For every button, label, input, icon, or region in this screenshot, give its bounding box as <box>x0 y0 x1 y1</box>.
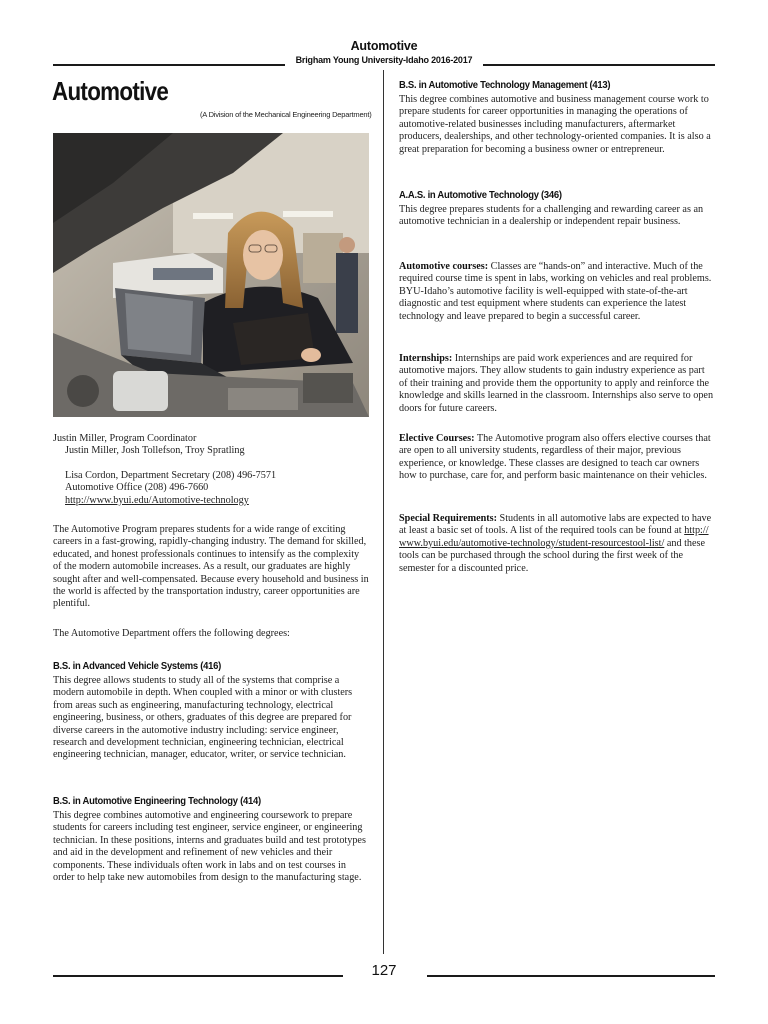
header-rule-left <box>53 64 285 66</box>
paragraph-tail: and these tools can be purchased through the school during the first week of the semester for a discounted price. <box>399 537 706 574</box>
section-body: This degree prepares students for a challenging and rewarding career as an automotive technician in a dealership or independent repair business. <box>399 204 704 228</box>
section-heading: B.S. in Advanced Vehicle Systems (416) <box>53 660 221 672</box>
running-header-subtitle: Brigham Young University-Idaho 2016-2017 <box>295 55 473 65</box>
faculty-line: Justin Miller, Josh Tollefson, Troy Spratling <box>65 445 245 457</box>
paragraph-body: The Automotive program also offers elective courses that are open to all university students, regardless of their major, previous experience, or knowledge. These classes are designed to teach car owners how to purchase, care for, and perform basic maintenance on their vehicles. <box>399 433 711 482</box>
department-website-link[interactable]: http://www.byui.edu/Automotive-technology <box>65 494 249 506</box>
intro-paragraph <box>53 524 369 611</box>
column-divider <box>383 70 384 954</box>
paragraph-body: Classes are “hands-on” and interactive. Much of the required course time is spent in labs, working on vehicles and real problems. BYU-Idaho’s automotive facility is well-equipped with state-of-the-art diagnostic and test equipment where students can experience the latest technology and leave prepared to begin a successful career. <box>399 261 712 322</box>
internships-paragraph <box>399 353 715 415</box>
section-heading: A.A.S. in Automotive Technology (346) <box>399 189 562 201</box>
section-heading: B.S. in Automotive Technology Management (413) <box>399 79 611 91</box>
secretary-line: Lisa Cordon, Department Secretary (208) 496-7571 <box>65 469 277 481</box>
office-line: Automotive Office (208) 496-7660 <box>65 482 209 494</box>
page-title: Automotive <box>52 76 169 106</box>
contact-block <box>53 433 373 507</box>
paragraph-body: Internships are paid work experiences and are required for automotive majors. They allow students to gain industry experience as part of their training and provide them the opportunity to apply and reinforce the knowledge and skills learned in the classroom. Internships also serve to open doors for future careers. <box>399 353 714 414</box>
paragraph-lead: Elective Courses: <box>399 433 475 444</box>
header-rule-right <box>483 64 715 66</box>
paragraph-lead: Internships: <box>399 353 453 364</box>
section-body: This degree combines automotive and business management course work to prepare students for career opportunities in managing the operations of automotive-related businesses including manufacturers, aftermarket producers, dealerships, and other technology-oriented companies. It is also a great preparation for becoming a business owner or entrepreneur. <box>399 94 711 155</box>
coordinator-line: Justin Miller, Program Coordinator <box>53 433 197 444</box>
division-note: (A Division of the Mechanical Engineering Department) <box>200 110 372 119</box>
page-number: 127 <box>371 962 397 979</box>
automotive-courses-paragraph <box>399 261 715 323</box>
tool-list-link[interactable]: http://www.byui.edu/automotive-technology/student-resourcestool-list/ <box>399 525 709 549</box>
degree-section-automotive-engineering-technology <box>53 795 369 884</box>
section-body: This degree combines automotive and engineering coursework to prepare students for careers including test engineer, service engineer, or engineering technician. In these positions, interns and graduates build and test prototypes and aid in the development and refinement of new vehicles and their components. These individuals often work in labs and on test courses in order to help take new automobiles from design to the manufacturing stage. <box>53 810 366 884</box>
elective-courses-paragraph <box>399 433 715 483</box>
degrees-intro <box>53 628 369 640</box>
degree-section-advanced-vehicle-systems <box>53 660 369 762</box>
intro-text: The Automotive Program prepares students for a wide range of exciting careers in a fast-growing, rapidly-changing industry. The demand for skilled, educated, and honest professionals continues to intensify as the complexity of the modern automobile increases. As a result, our graduates are highly sought after and well-compensated. Because every household and business in the world is affected by the transportation industry, career opportunities are plentiful. <box>53 524 369 610</box>
paragraph-lead: Automotive courses: <box>399 261 489 272</box>
student-laptop-photo <box>53 133 369 417</box>
section-body: This degree allows students to study all of the systems that comprise a modern automobile in depth. When coupled with a minor or with clusters from areas such as engineering, manufacturing technology, electrical engineering, business, or others, graduates of this degree are prepared for diverse careers in the automotive industry including: service engineer, research and development technician, engineering technician, electrical engineering technician, manager, educator, writer, or service technician. <box>53 675 353 761</box>
degree-section-automotive-technology-management <box>399 79 715 156</box>
degrees-intro-text: The Automotive Department offers the following degrees: <box>53 628 290 639</box>
running-header-title: Automotive <box>350 39 418 53</box>
section-heading: B.S. in Automotive Engineering Technology (414) <box>53 795 261 807</box>
special-requirements-paragraph <box>399 513 715 575</box>
paragraph-body: Students in all automotive labs are expected to have at least a basic set of tools. A list of the required tools can be found at <box>399 513 712 537</box>
paragraph-lead: Special Requirements: <box>399 513 497 524</box>
degree-section-aas-automotive-technology <box>399 189 715 229</box>
